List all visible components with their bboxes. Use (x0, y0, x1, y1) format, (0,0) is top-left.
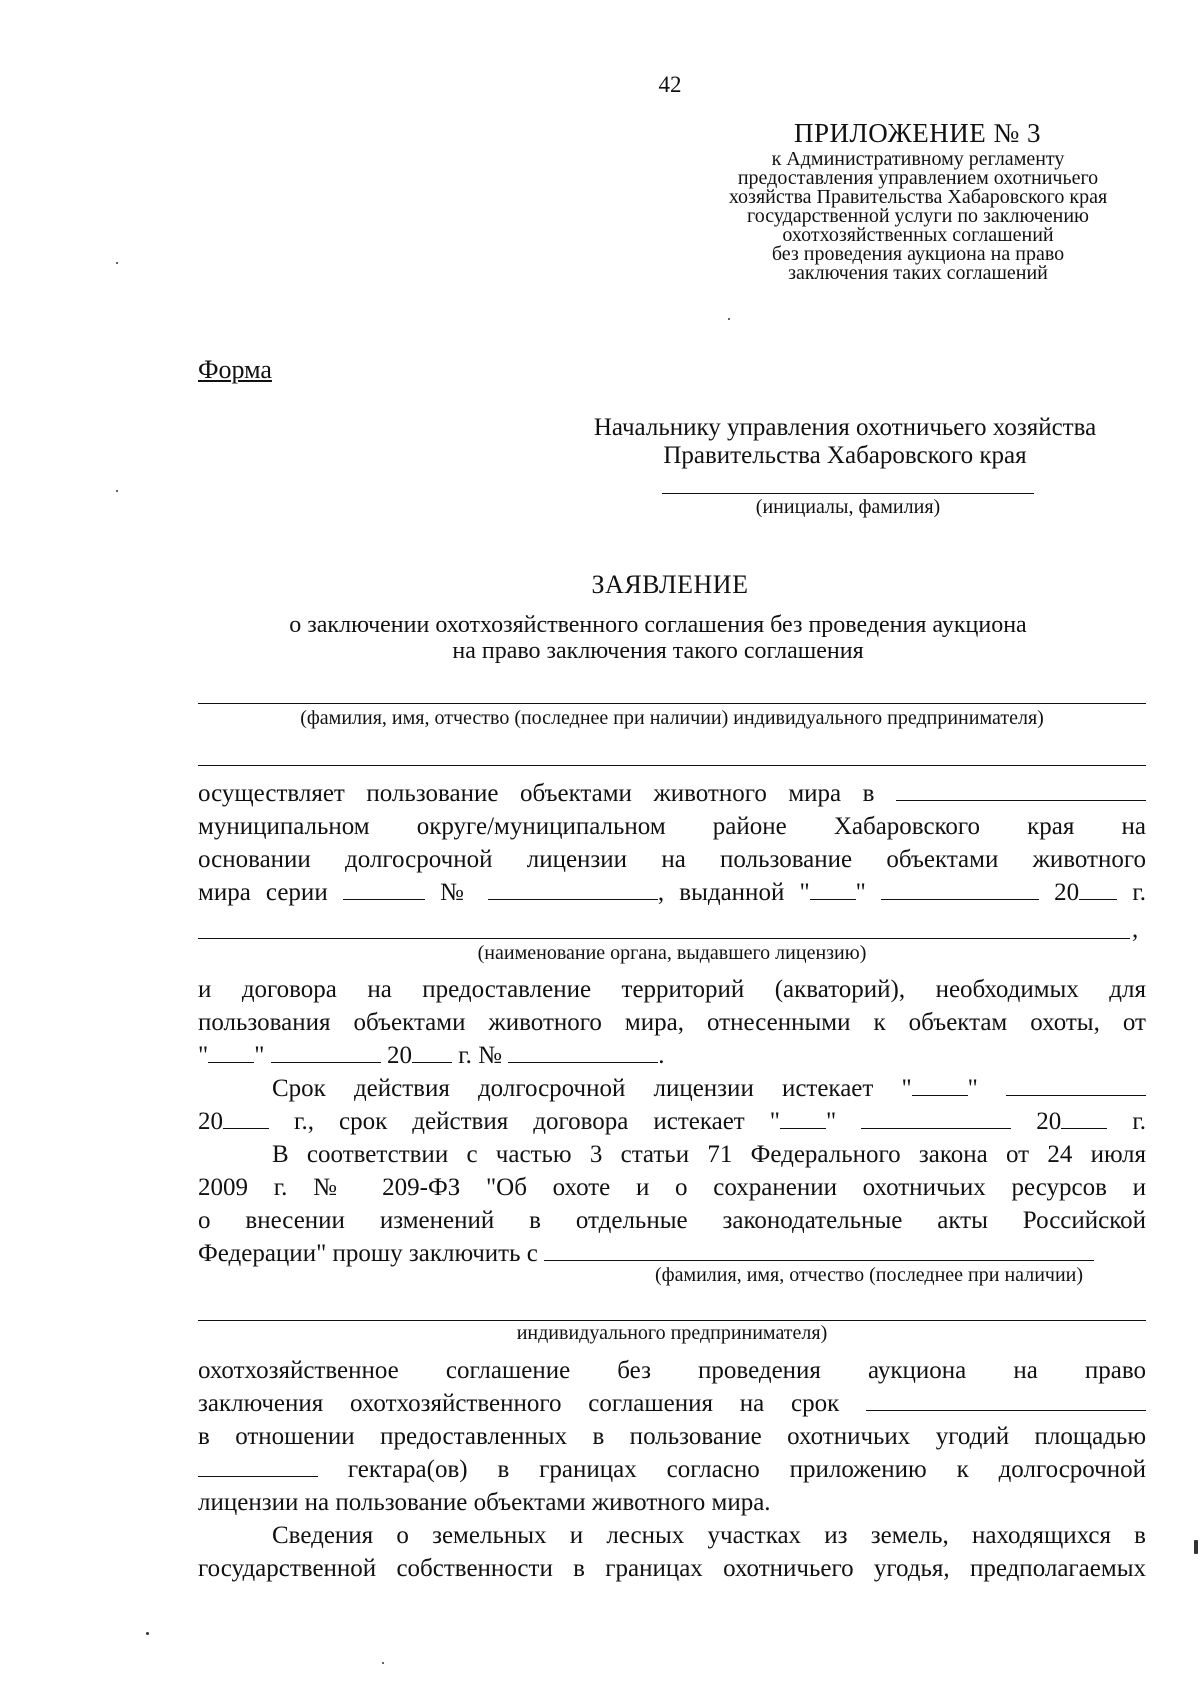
appendix-subtitle (668, 150, 1168, 283)
license-day-blank[interactable] (810, 879, 856, 900)
text-segment: № (439, 879, 473, 906)
text-line: В соответствии с частью 3 статьи 71 Федерального закона от 24 июля (272, 1141, 1146, 1168)
text-segment: Срок действия долгосрочной лицензии истекает " (272, 1075, 912, 1102)
text-segment: " (855, 879, 866, 906)
form-label: Форма (198, 355, 272, 384)
contract-expiry-month-blank[interactable] (861, 1108, 1011, 1129)
text-line (198, 1387, 1146, 1420)
issuing-body-line[interactable] (198, 938, 1130, 939)
text-segment: г. (1132, 1108, 1147, 1135)
contract-expiry-day-blank[interactable] (780, 1108, 826, 1129)
text-line (272, 1072, 1146, 1105)
initials-caption: (инициалы, фамилия) (755, 496, 941, 518)
contract-expiry-year-blank[interactable] (1061, 1108, 1107, 1129)
text-segment: , выданной " (657, 879, 810, 906)
license-year-blank[interactable] (1079, 879, 1117, 900)
text-segment: 20 (1054, 879, 1080, 906)
addressee (555, 414, 1135, 470)
appendix-title: ПРИЛОЖЕНИЕ № 3 (793, 118, 1042, 148)
scan-speck (1194, 1540, 1198, 1554)
text-segment: Федерации" прошу заключить с (198, 1240, 538, 1267)
scan-speck (728, 318, 730, 320)
license-expiry-day-blank[interactable] (912, 1075, 968, 1096)
text-segment: " (254, 1042, 265, 1069)
text-segment: . (658, 1042, 665, 1069)
text-line: 2009 г. № 209-ФЗ "Об охоте и о сохранении охотничьих ресурсов и (198, 1174, 1146, 1201)
text-line: о внесении изменений в отдельные законодательные акты Российской (198, 1207, 1146, 1234)
comma: , (1132, 916, 1139, 943)
appendix-line: хозяйства Правительства Хабаровского края (728, 186, 1108, 208)
text-line: лицензии на пользование объектами животного мира. (198, 1489, 771, 1516)
text-segment: осуществляет пользование объектами животного мира в (198, 780, 875, 807)
contract-number-blank[interactable] (508, 1042, 658, 1063)
text-segment: г., срок действия договора истекает " (294, 1108, 780, 1135)
text-segment: г. № (458, 1042, 502, 1069)
text-segment: г. (1132, 879, 1146, 906)
document-subtitle (198, 612, 1118, 664)
contract-month-blank[interactable] (271, 1042, 381, 1063)
text-line (198, 1105, 1146, 1138)
entrepreneur-caption: (фамилия, имя, отчество (последнее при наличии) индивидуального предпринимателя) (300, 707, 1044, 729)
entrepreneur-name-line-2[interactable] (198, 765, 1146, 766)
text-segment: " (967, 1075, 978, 1102)
subtitle-line: о заключении охотхозяйственного соглашения без проведения аукциона (289, 612, 1027, 638)
document-title: ЗАЯВЛЕНИЕ (591, 570, 749, 599)
scan-speck (382, 1662, 384, 1664)
district-blank[interactable] (896, 780, 1146, 801)
text-segment: 20 (198, 1108, 223, 1135)
text-segment: " (198, 1042, 209, 1069)
license-number-blank[interactable] (488, 879, 658, 900)
appendix-line: предоставления управлением охотничьего (737, 167, 1099, 189)
text-line: и договора на предоставление территорий (акваторий), необходимых для (198, 976, 1146, 1003)
text-line: основании долгосрочной лицензии на пользование объектами животного (198, 846, 1146, 873)
entrepreneur-end-caption: индивидуального предпринимателя) (516, 1322, 828, 1344)
addressee-line: Правительства Хабаровского края (663, 442, 1027, 469)
license-month-blank[interactable] (881, 879, 1039, 900)
text-segment: гектара(ов) в границах согласно приложению к долгосрочной (347, 1456, 1146, 1483)
page-number: 42 (658, 72, 682, 97)
series-blank[interactable] (343, 879, 425, 900)
text-line: государственной собственности в границах охотничьего угодья, предполагаемых (198, 1555, 1146, 1582)
text-line (198, 1453, 1146, 1486)
fio-caption: (фамилия, имя, отчество (последнее при наличии) (654, 1264, 1084, 1286)
appendix-line: заключения таких соглашений (788, 262, 1048, 284)
contract-year-blank[interactable] (412, 1042, 452, 1063)
area-blank[interactable] (198, 1456, 318, 1477)
text-line: пользования объектами животного мира, отнесенными к объектам охоты, от (198, 1009, 1146, 1036)
appendix-line: охотхозяйственных соглашений (782, 224, 1054, 246)
text-line: в отношении предоставленных в пользование охотничьих угодий площадью (198, 1423, 1146, 1450)
appendix-line: без проведения аукциона на право (771, 243, 1065, 265)
scan-speck (146, 1632, 149, 1635)
scan-speck (116, 490, 118, 492)
text-line: Сведения о земельных и лесных участках из земель, находящихся в (272, 1522, 1146, 1549)
addressee-line: Начальнику управления охотничьего хозяйства (593, 414, 1097, 441)
subtitle-line: на право заключения такого соглашения (452, 638, 864, 664)
term-blank[interactable] (866, 1390, 1146, 1411)
text-segment: 20 (1036, 1108, 1062, 1135)
entrepreneur-name-line[interactable] (198, 703, 1146, 704)
text-segment: заключения охотхозяйственного соглашения на срок (198, 1390, 840, 1417)
text-line: муниципальном округе/муниципальном районе Хабаровского края на (198, 813, 1146, 840)
text-segment: 20 (386, 1042, 412, 1069)
text-line (198, 777, 1146, 810)
license-expiry-year-blank[interactable] (223, 1108, 269, 1129)
text-line (198, 876, 1146, 909)
scan-speck (116, 262, 118, 264)
issuing-body-caption: (наименование органа, выдавшего лицензию) (477, 942, 867, 964)
appendix-line: к Административному регламенту (771, 148, 1065, 170)
text-segment: мира серии (198, 879, 328, 906)
appendix-line: государственной услуги по заключению (747, 205, 1089, 227)
contract-day-blank[interactable] (208, 1042, 254, 1063)
initials-line[interactable] (662, 493, 1034, 494)
text-line (198, 1039, 1146, 1072)
license-expiry-month-blank[interactable] (1006, 1075, 1146, 1096)
counterparty-line-2[interactable] (198, 1320, 1146, 1321)
counterparty-blank[interactable] (544, 1240, 1094, 1261)
text-segment: " (825, 1108, 837, 1135)
text-line: охотхозяйственное соглашение без проведения аукциона на право (198, 1357, 1146, 1384)
